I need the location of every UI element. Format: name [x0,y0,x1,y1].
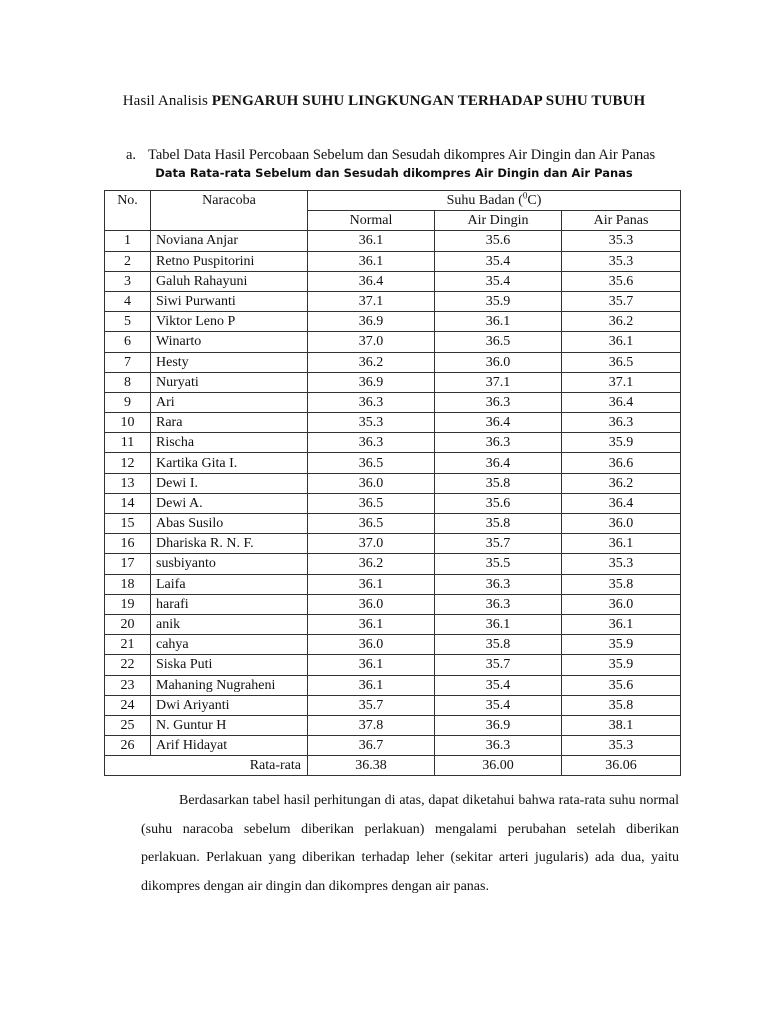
table-row [105,655,681,675]
table-row [105,413,681,433]
table-row [105,352,681,372]
table-row [105,554,681,574]
row-air-panas: 35.3 [562,554,681,574]
row-no: 24 [105,695,151,715]
row-normal: 36.5 [308,453,435,473]
row-no: 22 [105,655,151,675]
header-suhu-badan [308,191,681,211]
row-naracoba: Dhariska R. N. F. [151,534,308,554]
row-naracoba: Mahaning Nugraheni [151,675,308,695]
row-no: 12 [105,453,151,473]
row-naracoba: susbiyanto [151,554,308,574]
table-row [105,473,681,493]
row-naracoba: N. Guntur H [151,715,308,735]
row-normal: 36.5 [308,493,435,513]
row-naracoba: Siska Puti [151,655,308,675]
table-row [105,534,681,554]
row-air-dingin: 35.6 [435,231,562,251]
row-air-dingin: 36.3 [435,433,562,453]
table-row [105,231,681,251]
table-row [105,453,681,473]
row-no: 8 [105,372,151,392]
row-no: 9 [105,392,151,412]
row-air-panas: 35.6 [562,675,681,695]
row-naracoba: Dewi A. [151,493,308,513]
row-air-panas: 35.9 [562,655,681,675]
table-row [105,695,681,715]
row-air-panas: 36.2 [562,312,681,332]
row-no: 18 [105,574,151,594]
row-air-panas: 36.2 [562,473,681,493]
table-row [105,251,681,271]
row-air-dingin: 35.4 [435,675,562,695]
row-air-dingin: 35.4 [435,251,562,271]
row-no: 13 [105,473,151,493]
row-air-panas: 35.7 [562,291,681,311]
section-text: Tabel Data Hasil Percobaan Sebelum dan Sesudah dikompres Air Dingin dan Air Panas [148,147,656,163]
row-normal: 36.1 [308,655,435,675]
row-normal: 36.1 [308,614,435,634]
row-air-panas: 36.1 [562,534,681,554]
row-normal: 37.1 [308,291,435,311]
row-normal: 36.0 [308,473,435,493]
header-air-panas: Air Panas [562,211,681,231]
row-no: 23 [105,675,151,695]
header-air-dingin: Air Dingin [435,211,562,231]
row-air-panas: 36.5 [562,352,681,372]
row-naracoba: Rischa [151,433,308,453]
table-row [105,392,681,412]
row-air-panas: 35.9 [562,635,681,655]
average-air-panas: 36.06 [562,756,681,776]
row-air-dingin: 35.8 [435,473,562,493]
row-no: 4 [105,291,151,311]
header-group-suffix: C) [527,193,542,209]
row-naracoba: anik [151,614,308,634]
row-air-panas: 35.3 [562,251,681,271]
row-normal: 35.3 [308,413,435,433]
average-air-dingin: 36.00 [435,756,562,776]
row-air-panas: 38.1 [562,715,681,735]
title-bold: PENGARUH SUHU LINGKUNGAN TERHADAP SUHU TUBUH [211,93,646,109]
row-normal: 36.9 [308,372,435,392]
row-no: 7 [105,352,151,372]
header-no: No. [105,191,151,231]
row-naracoba: Dwi Ariyanti [151,695,308,715]
row-no: 16 [105,534,151,554]
row-normal: 36.1 [308,675,435,695]
analysis-paragraph [141,787,679,901]
row-naracoba: Winarto [151,332,308,352]
row-naracoba: Abas Susilo [151,514,308,534]
row-air-panas: 35.8 [562,695,681,715]
row-air-panas: 36.1 [562,614,681,634]
data-table [104,190,681,776]
header-group-prefix: Suhu Badan ( [446,193,523,209]
row-no: 21 [105,635,151,655]
row-air-panas: 36.0 [562,594,681,614]
row-no: 26 [105,736,151,756]
row-normal: 36.7 [308,736,435,756]
row-air-dingin: 36.3 [435,574,562,594]
row-air-dingin: 36.1 [435,614,562,634]
row-air-dingin: 36.4 [435,413,562,433]
row-normal: 35.7 [308,695,435,715]
table-row [105,493,681,513]
row-no: 10 [105,413,151,433]
row-normal: 36.5 [308,514,435,534]
row-normal: 36.1 [308,574,435,594]
section-heading [126,147,655,164]
header-group-sup: 0 [522,190,528,201]
row-no: 2 [105,251,151,271]
row-air-panas: 35.9 [562,433,681,453]
row-no: 5 [105,312,151,332]
table-row [105,433,681,453]
table-row [105,574,681,594]
row-normal: 37.0 [308,332,435,352]
row-normal: 36.0 [308,635,435,655]
row-air-dingin: 35.6 [435,493,562,513]
row-air-panas: 36.4 [562,392,681,412]
row-naracoba: Arif Hidayat [151,736,308,756]
row-air-dingin: 36.4 [435,453,562,473]
row-normal: 36.3 [308,433,435,453]
row-normal: 37.8 [308,715,435,735]
row-air-dingin: 35.4 [435,695,562,715]
row-air-dingin: 35.5 [435,554,562,574]
row-naracoba: Laifa [151,574,308,594]
row-air-dingin: 36.3 [435,392,562,412]
row-no: 6 [105,332,151,352]
table-row [105,614,681,634]
row-naracoba: Kartika Gita I. [151,453,308,473]
row-air-dingin: 35.8 [435,635,562,655]
row-air-dingin: 36.3 [435,736,562,756]
table-row [105,271,681,291]
row-normal: 36.2 [308,352,435,372]
row-naracoba: Viktor Leno P [151,312,308,332]
table-row [105,594,681,614]
row-naracoba: Retno Puspitorini [151,251,308,271]
average-label: Rata-rata [105,756,308,776]
average-row [105,756,681,776]
row-air-panas: 36.1 [562,332,681,352]
row-air-dingin: 35.7 [435,655,562,675]
row-no: 25 [105,715,151,735]
table-row [105,372,681,392]
row-normal: 36.3 [308,392,435,412]
row-air-panas: 36.3 [562,413,681,433]
table-caption: Data Rata-rata Sebelum dan Sesudah dikompres Air Dingin dan Air Panas [155,166,633,180]
row-air-panas: 35.3 [562,736,681,756]
paragraph-text: Berdasarkan tabel hasil perhitungan di atas, dapat diketahui bahwa rata-rata suhu normal (suhu naracoba sebelum diberikan perlakuan) mengalami perubahan setelah diberikan perlakuan. Perlakuan yang diberikan terhadap leher (sekitar arteri jugularis) ada dua, yaitu dikompres dengan air dingin dan dikompres dengan air panas. [141,793,679,894]
row-normal: 36.9 [308,312,435,332]
row-no: 1 [105,231,151,251]
row-no: 20 [105,614,151,634]
title-prefix: Hasil Analisis [122,93,212,109]
table-row [105,332,681,352]
row-naracoba: Hesty [151,352,308,372]
row-air-dingin: 36.9 [435,715,562,735]
row-no: 15 [105,514,151,534]
row-naracoba: Dewi I. [151,473,308,493]
row-no: 14 [105,493,151,513]
row-normal: 36.1 [308,231,435,251]
row-air-dingin: 36.3 [435,594,562,614]
row-naracoba: Nuryati [151,372,308,392]
row-air-panas: 35.6 [562,271,681,291]
header-normal: Normal [308,211,435,231]
table-row [105,291,681,311]
row-no: 19 [105,594,151,614]
row-air-dingin: 35.8 [435,514,562,534]
table-row [105,675,681,695]
row-air-panas: 36.4 [562,493,681,513]
row-air-panas: 36.6 [562,453,681,473]
row-naracoba: Rara [151,413,308,433]
row-naracoba: harafi [151,594,308,614]
row-air-panas: 35.3 [562,231,681,251]
row-normal: 36.4 [308,271,435,291]
page-title [0,93,768,110]
table-row [105,514,681,534]
row-naracoba: Noviana Anjar [151,231,308,251]
row-air-dingin: 35.9 [435,291,562,311]
table-row [105,715,681,735]
row-air-dingin: 36.5 [435,332,562,352]
row-air-dingin: 36.1 [435,312,562,332]
row-normal: 37.0 [308,534,435,554]
table-row [105,635,681,655]
row-no: 17 [105,554,151,574]
row-normal: 36.0 [308,594,435,614]
row-air-dingin: 35.7 [435,534,562,554]
row-no: 11 [105,433,151,453]
row-air-panas: 37.1 [562,372,681,392]
table-header-row [105,191,681,211]
row-naracoba: Galuh Rahayuni [151,271,308,291]
row-air-dingin: 37.1 [435,372,562,392]
row-air-panas: 36.0 [562,514,681,534]
row-air-dingin: 35.4 [435,271,562,291]
row-normal: 36.2 [308,554,435,574]
table-row [105,312,681,332]
row-naracoba: cahya [151,635,308,655]
average-normal: 36.38 [308,756,435,776]
row-air-panas: 35.8 [562,574,681,594]
table-row [105,736,681,756]
header-naracoba: Naracoba [151,191,308,231]
section-letter: a. [126,147,137,163]
row-no: 3 [105,271,151,291]
row-naracoba: Ari [151,392,308,412]
row-air-dingin: 36.0 [435,352,562,372]
row-naracoba: Siwi Purwanti [151,291,308,311]
row-normal: 36.1 [308,251,435,271]
